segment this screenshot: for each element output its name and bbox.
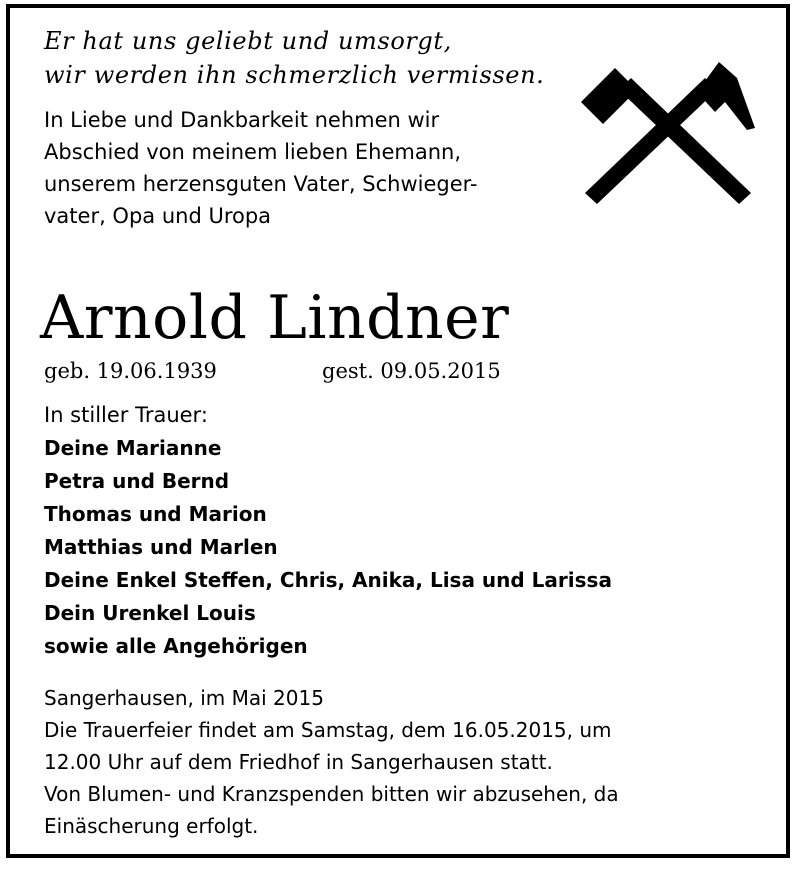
mourner-name: Matthias und Marlen [44, 535, 278, 559]
intro-line: Abschied von meinem lieben Ehemann, [44, 140, 462, 164]
details-line: Einäscherung erfolgt. [44, 814, 259, 838]
intro-line: unserem herzensguten Vater, Schwieger- [44, 172, 478, 196]
memorial-quote [44, 24, 544, 92]
funeral-details [44, 682, 619, 842]
quote-line: wir werden ihn schmerzlich vermissen. [44, 61, 545, 89]
mourners-list [44, 432, 612, 663]
details-line: 12.00 Uhr auf dem Friedhof in Sangerhausen statt. [44, 750, 553, 774]
birth-date: geb. 19.06.1939 [44, 359, 217, 383]
quote-line: Er hat uns geliebt und umsorgt, [44, 27, 452, 55]
intro-text [44, 104, 478, 232]
death-date: gest. 09.05.2015 [322, 359, 501, 383]
intro-line: In Liebe und Dankbarkeit nehmen wir [44, 108, 440, 132]
mourning-label: In stiller Trauer: [44, 403, 208, 427]
intro-line: vater, Opa und Uropa [44, 204, 272, 228]
mourner-name: Petra und Bernd [44, 469, 230, 493]
mourner-name: Deine Enkel Steffen, Chris, Anika, Lisa und Larissa [44, 568, 612, 592]
deceased-name: Arnold Lindner [40, 283, 510, 353]
details-line: Von Blumen- und Kranzspenden bitten wir abzusehen, da [44, 782, 619, 806]
mourner-name: Deine Marianne [44, 436, 222, 460]
hammer-and-pick-icon [577, 56, 759, 204]
mourner-name: Dein Urenkel Louis [44, 601, 256, 625]
mourner-name: Thomas und Marion [44, 502, 267, 526]
details-line: Die Trauerfeier findet am Samstag, dem 16.05.2015, um [44, 718, 612, 742]
place-date: Sangerhausen, im Mai 2015 [44, 686, 324, 710]
mourner-name: sowie alle Angehörigen [44, 634, 308, 658]
